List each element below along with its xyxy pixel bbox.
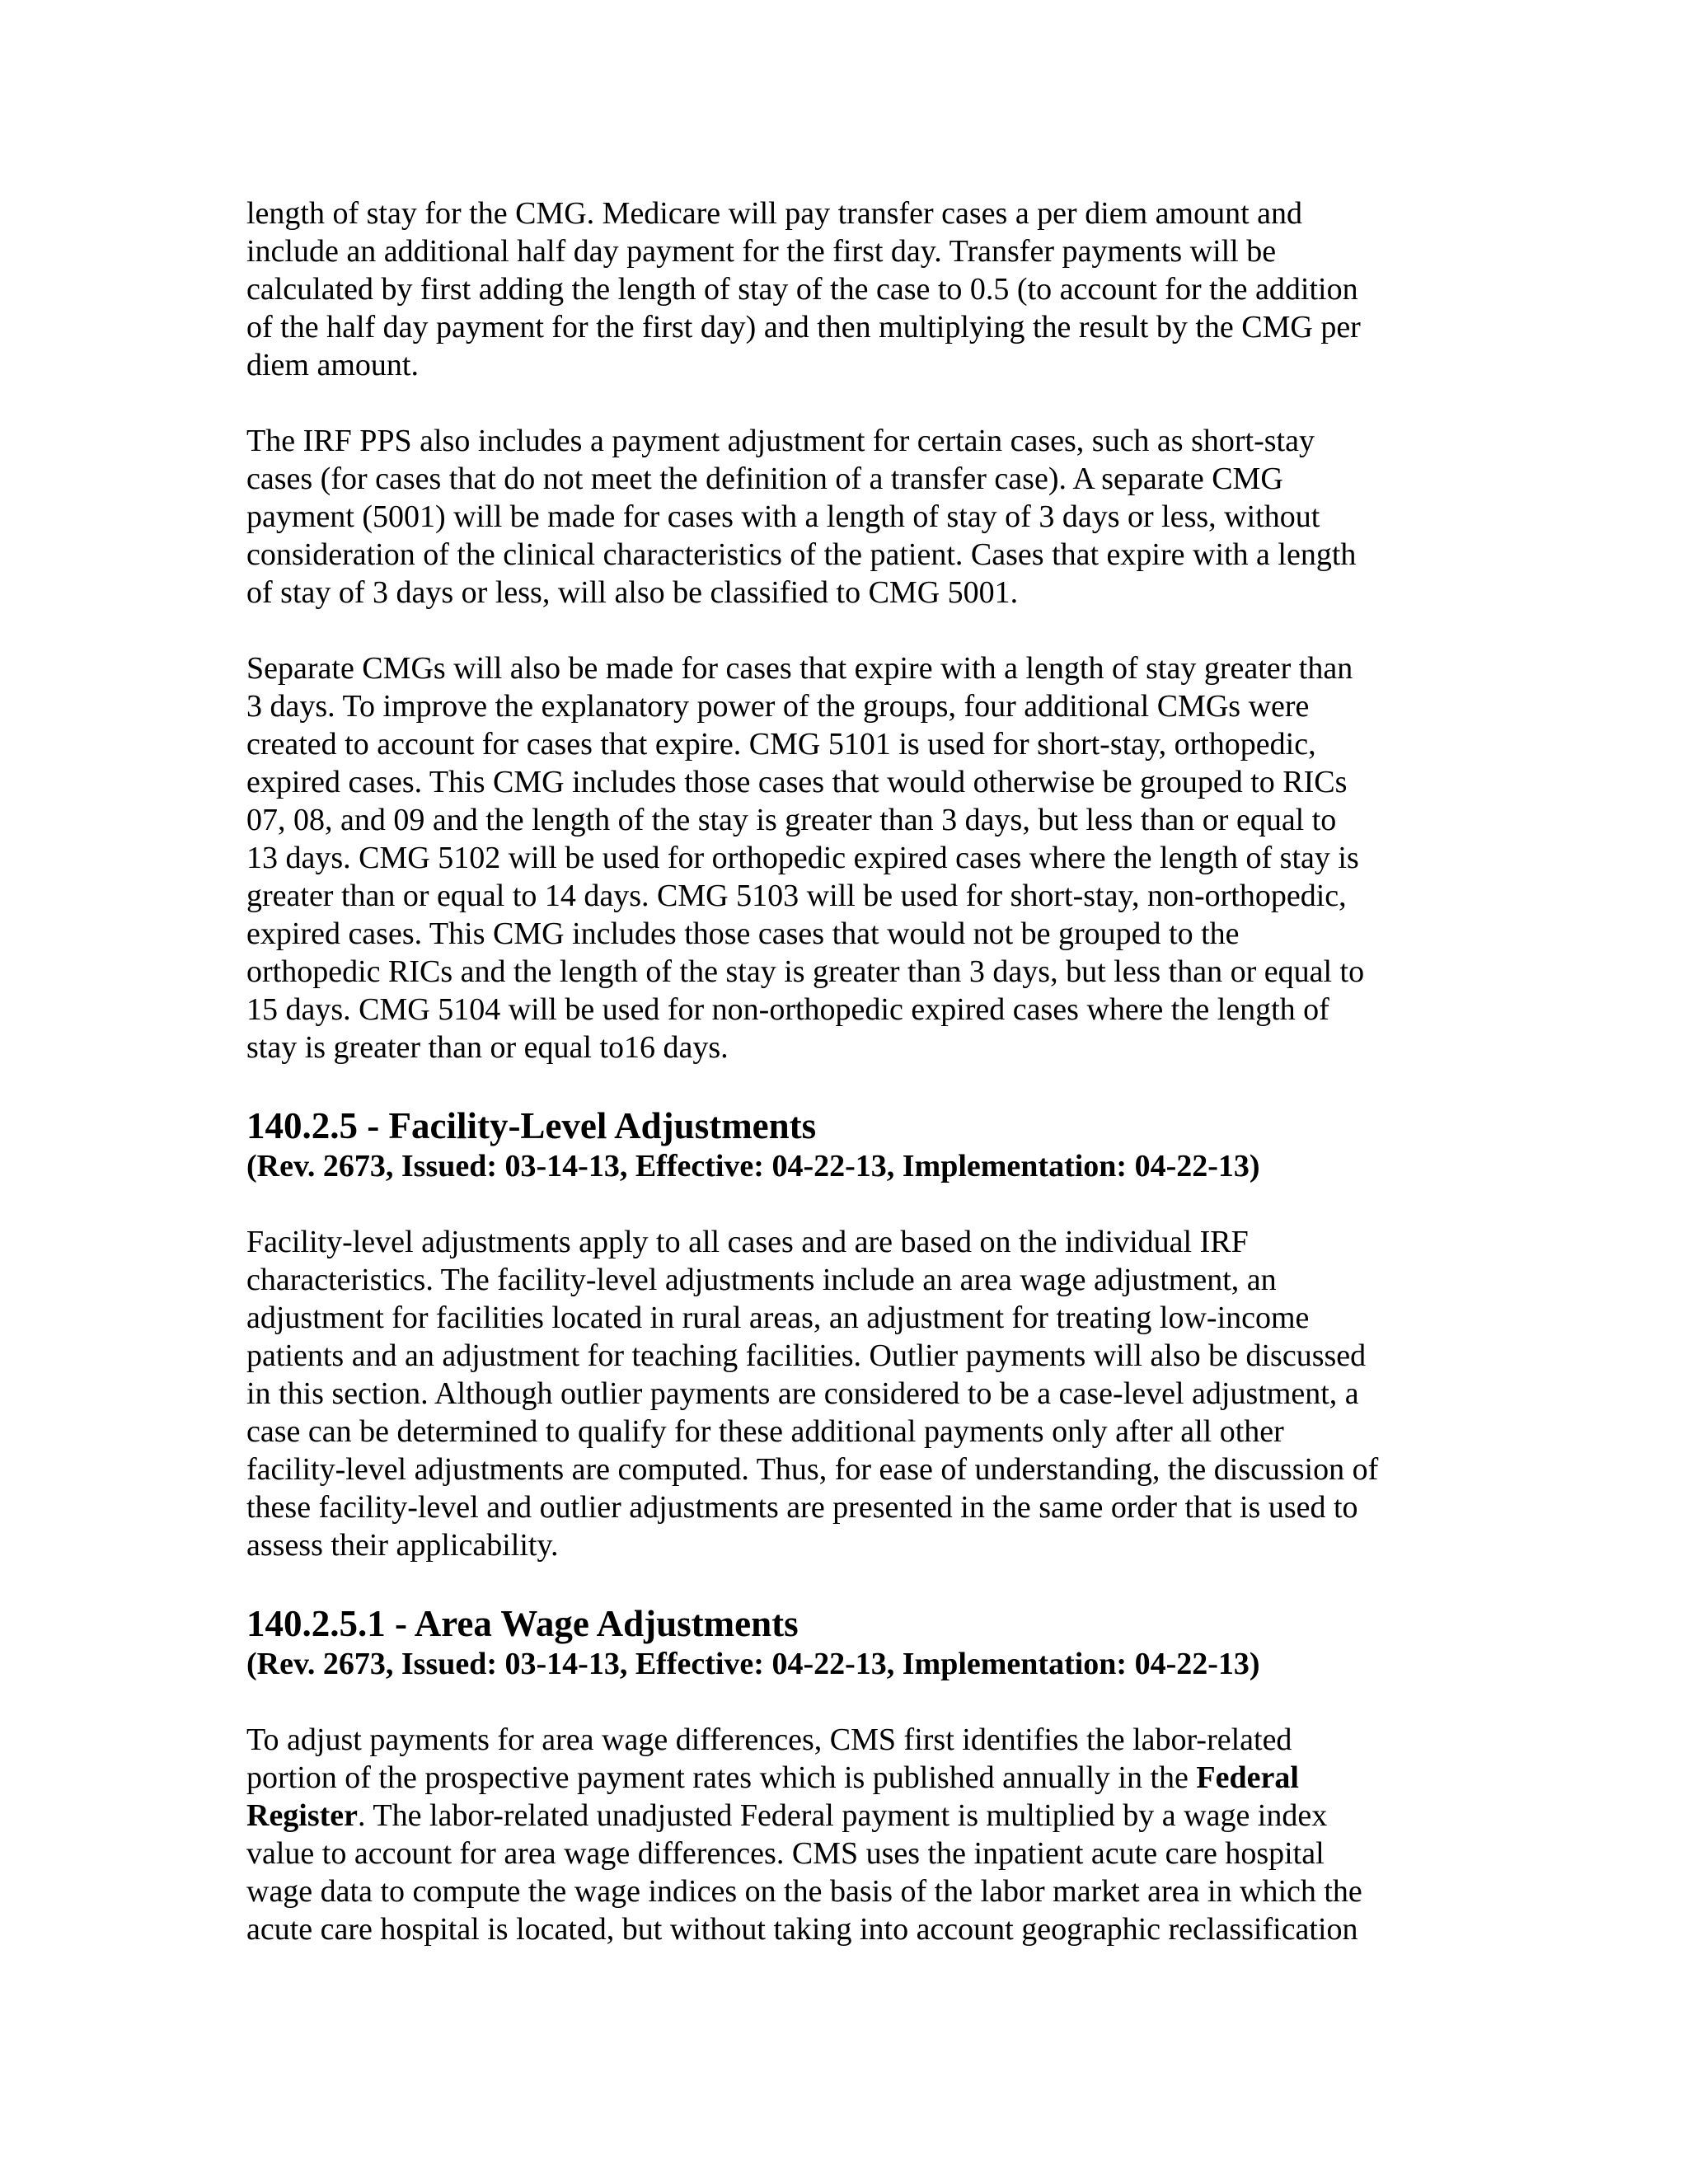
text-line: greater than or equal to 14 days. CMG 5103 will be used for short-stay, non-orthopedic,: [246, 879, 1347, 913]
text-line: orthopedic RICs and the length of the stay is greater than 3 days, but less than or equal to: [246, 954, 1365, 989]
text-line: [246, 1797, 1458, 1835]
paragraph-expired-cases: [246, 649, 1458, 1066]
section-heading: 140.2.5 - Facility-Level Adjustments: [246, 1105, 817, 1146]
section-header-area-wage: [246, 1602, 1458, 1683]
text-line: 15 days. CMG 5104 will be used for non-orthopedic expired cases where the length of: [246, 992, 1329, 1027]
text-line: assess their applicability.: [246, 1528, 559, 1563]
revision-line: (Rev. 2673, Issued: 03-14-13, Effective: 04-22-13, Implementation: 04-22-13): [246, 1149, 1260, 1183]
text-line: case can be determined to qualify for these additional payments only after all other: [246, 1414, 1284, 1449]
section-header-facility-level: [246, 1104, 1458, 1185]
text-line: patients and an adjustment for teaching facilities. Outlier payments will also be discussed: [246, 1338, 1367, 1373]
text-line: 13 days. CMG 5102 will be used for orthopedic expired cases where the length of stay is: [246, 841, 1359, 875]
text-line: expired cases. This CMG includes those cases that would not be grouped to the: [246, 916, 1240, 951]
text-line: acute care hospital is located, but without taking into account geographic reclassification: [246, 1912, 1358, 1947]
paragraph-short-stay: [246, 422, 1458, 612]
text-line: To adjust payments for area wage differences, CMS first identifies the labor-related: [246, 1722, 1292, 1757]
text-line: Separate CMGs will also be made for cases that expire with a length of stay greater than: [246, 651, 1353, 686]
text-line: consideration of the clinical characteristics of the patient. Cases that expire with a length: [246, 537, 1357, 572]
text-line: include an additional half day payment for the first day. Transfer payments will be: [246, 234, 1277, 269]
text-line: length of stay for the CMG. Medicare will pay transfer cases a per diem amount and: [246, 196, 1303, 231]
text-segment: . The labor-related unadjusted Federal payment is multiplied by a wage index: [358, 1798, 1328, 1833]
text-line: payment (5001) will be made for cases with a length of stay of 3 days or less, without: [246, 499, 1320, 534]
text-line: calculated by first adding the length of stay of the case to 0.5 (to account for the addition: [246, 272, 1358, 307]
text-line: 3 days. To improve the explanatory power of the groups, four additional CMGs were: [246, 689, 1310, 724]
federal-register-bold: Register: [246, 1798, 359, 1833]
text-line: value to account for area wage differences. CMS uses the inpatient acute care hospital: [246, 1836, 1325, 1871]
paragraph-transfer-payments: [246, 194, 1458, 384]
text-line: facility-level adjustments are computed. Thus, for ease of understanding, the discussion of: [246, 1452, 1379, 1487]
document-page: [246, 194, 1458, 1986]
text-line: stay is greater than or equal to16 days.: [246, 1030, 729, 1065]
text-line: Facility-level adjustments apply to all cases and are based on the individual IRF: [246, 1225, 1249, 1259]
text-line: wage data to compute the wage indices on the basis of the labor market area in which the: [246, 1874, 1362, 1909]
text-line: these facility-level and outlier adjustments are presented in the same order that is used to: [246, 1490, 1358, 1525]
paragraph-area-wage: [246, 1721, 1458, 1948]
text-line: cases (for cases that do not meet the definition of a transfer case). A separate CMG: [246, 462, 1283, 496]
text-line: in this section. Although outlier payments are considered to be a case-level adjustment, a: [246, 1376, 1359, 1411]
federal-register-bold: Federal: [1196, 1760, 1299, 1795]
text-line: diem amount.: [246, 348, 419, 382]
text-line: The IRF PPS also includes a payment adjustment for certain cases, such as short-stay: [246, 424, 1315, 458]
section-heading: 140.2.5.1 - Area Wage Adjustments: [246, 1603, 799, 1644]
text-line: 07, 08, and 09 and the length of the stay is greater than 3 days, but less than or equal to: [246, 803, 1337, 837]
text-line: created to account for cases that expire. CMG 5101 is used for short-stay, orthopedic,: [246, 727, 1316, 762]
text-segment: portion of the prospective payment rates which is published annually in the: [246, 1760, 1197, 1795]
text-line: of the half day payment for the first day) and then multiplying the result by the CMG per: [246, 310, 1361, 344]
text-line: [246, 1759, 1458, 1797]
revision-line: (Rev. 2673, Issued: 03-14-13, Effective: 04-22-13, Implementation: 04-22-13): [246, 1647, 1260, 1681]
text-line: of stay of 3 days or less, will also be classified to CMG 5001.: [246, 575, 1019, 610]
text-line: expired cases. This CMG includes those cases that would otherwise be grouped to RICs: [246, 765, 1348, 799]
paragraph-facility-level: [246, 1223, 1458, 1564]
text-line: characteristics. The facility-level adjustments include an area wage adjustment, an: [246, 1263, 1277, 1297]
text-line: adjustment for facilities located in rural areas, an adjustment for treating low-income: [246, 1301, 1310, 1335]
